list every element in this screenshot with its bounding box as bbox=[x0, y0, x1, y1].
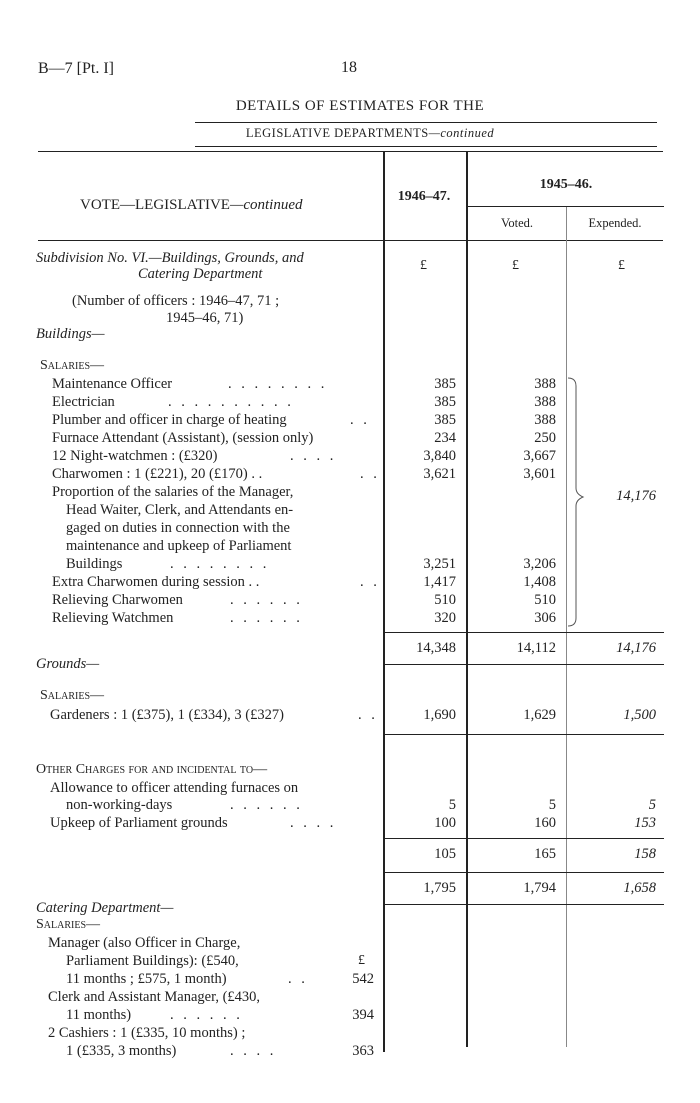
column-1945-46: 1945–46. bbox=[539, 177, 593, 192]
value-1946: 100 bbox=[434, 815, 456, 831]
page-subtitle bbox=[160, 126, 580, 141]
catering-heading: Catering Department— bbox=[36, 900, 174, 916]
vote-heading bbox=[80, 197, 302, 214]
value-1946: 5 bbox=[448, 797, 456, 813]
table-top-rule bbox=[38, 151, 663, 152]
row-label: 12 Night-watchmen : (£320) bbox=[52, 448, 218, 464]
officers-line-2: 1945–46, 71) bbox=[166, 310, 244, 326]
catering-value: 363 bbox=[352, 1043, 374, 1059]
value-expended: 1,500 bbox=[623, 707, 656, 723]
vote-heading-main: VOTE—LEGISLATIVE bbox=[80, 197, 230, 213]
row-dots: . . . . bbox=[230, 1043, 277, 1059]
allowance-line-1: Allowance to officer attending furnaces on bbox=[50, 780, 299, 796]
catering-value: 542 bbox=[352, 971, 374, 987]
proportion-line-2: Head Waiter, Clerk, and Attendants en- bbox=[66, 502, 294, 518]
value-voted: 1,408 bbox=[523, 574, 556, 590]
subtitle-continued: —continued bbox=[428, 126, 495, 140]
value-voted: 388 bbox=[534, 376, 556, 392]
row-dots: . . . . . . bbox=[230, 592, 303, 608]
other-total-rule-top bbox=[384, 838, 664, 839]
currency-1946: £ bbox=[420, 258, 427, 273]
value-1946: 234 bbox=[434, 430, 456, 446]
row-dots: . . . . . . . . . . bbox=[168, 394, 294, 410]
value-voted: 5 bbox=[548, 797, 556, 813]
header-rule-top bbox=[195, 122, 657, 123]
row-label: Extra Charwomen during session . . bbox=[52, 574, 260, 590]
value-voted: 3,206 bbox=[523, 556, 556, 572]
officers-line-1: (Number of officers : 1946–47, 71 ; bbox=[72, 293, 280, 309]
value-voted: 306 bbox=[534, 610, 556, 626]
value-voted: 510 bbox=[534, 592, 556, 608]
row-label: Furnace Attendant (Assistant), (session only) bbox=[52, 430, 314, 446]
row-label: Upkeep of Parliament grounds bbox=[50, 815, 228, 831]
row-label: Buildings bbox=[66, 556, 123, 572]
clerk-line-1: Clerk and Assistant Manager, (£430, bbox=[48, 989, 261, 1005]
row-dots: . . . . . . bbox=[170, 1007, 243, 1023]
value-1946: 3,621 bbox=[423, 466, 456, 482]
row-label: 11 months ; £575, 1 month) bbox=[66, 971, 227, 987]
value-voted: 250 bbox=[534, 430, 556, 446]
row-dots: . . . . . . . . bbox=[170, 556, 270, 572]
buildings-salaries-heading: Salaries— bbox=[40, 358, 105, 373]
value-voted: 388 bbox=[534, 394, 556, 410]
value-expended: 14,176 bbox=[616, 640, 656, 656]
value-1946: 14,348 bbox=[416, 640, 456, 656]
proportion-line-3: gaged on duties in connection with the bbox=[66, 520, 290, 536]
buildings-heading: Buildings— bbox=[36, 326, 105, 342]
row-dots: . . bbox=[288, 971, 308, 987]
value-expended: 1,658 bbox=[623, 880, 656, 896]
grand-total-rule-top bbox=[384, 872, 664, 873]
value-voted: 14,112 bbox=[516, 640, 556, 656]
value-1946: 1,795 bbox=[423, 880, 456, 896]
row-dots: . . . . . . bbox=[230, 797, 303, 813]
value-1946: 1,417 bbox=[423, 574, 456, 590]
row-dots: . . . . . . . . bbox=[228, 376, 328, 392]
subdivision-line-2: Catering Department bbox=[138, 266, 263, 282]
value-expended: 153 bbox=[634, 815, 656, 831]
value-1946: 3,251 bbox=[423, 556, 456, 572]
subtotal-rule-top bbox=[384, 632, 664, 633]
page-title: DETAILS OF ESTIMATES FOR THE bbox=[235, 98, 485, 114]
grounds-heading: Grounds— bbox=[36, 656, 100, 672]
row-dots: . . bbox=[360, 466, 380, 482]
value-expended: 5 bbox=[648, 797, 656, 813]
row-label: Relieving Watchmen bbox=[52, 610, 174, 626]
value-1946: 385 bbox=[434, 394, 456, 410]
column-expended: Expended. bbox=[588, 216, 642, 230]
row-dots: . . . . bbox=[290, 448, 337, 464]
page-number: 18 bbox=[341, 59, 357, 76]
row-label: 11 months) bbox=[66, 1007, 132, 1023]
grand-total-rule-bottom bbox=[384, 904, 664, 905]
catering-value: 394 bbox=[352, 1007, 374, 1023]
value-expended: 158 bbox=[634, 846, 656, 862]
header-rule-bottom bbox=[195, 146, 657, 147]
value-voted: 3,667 bbox=[523, 448, 556, 464]
row-dots: . . bbox=[358, 707, 378, 723]
page-reference: B—7 [Pt. I] bbox=[38, 60, 114, 77]
value-voted: 388 bbox=[534, 412, 556, 428]
manager-line-2: Parliament Buildings): (£540, bbox=[66, 953, 239, 969]
currency-expended: £ bbox=[618, 258, 625, 273]
row-label: Maintenance Officer bbox=[52, 376, 173, 392]
value-voted: 165 bbox=[534, 846, 556, 862]
value-voted: 1,794 bbox=[523, 880, 556, 896]
other-charges-heading: Other Charges for and incidental to— bbox=[36, 762, 268, 777]
value-voted: 160 bbox=[534, 815, 556, 831]
heading-bottom-rule bbox=[38, 240, 663, 241]
value-1946: 385 bbox=[434, 376, 456, 392]
subtitle-main: LEGISLATIVE DEPARTMENTS bbox=[245, 126, 429, 140]
catering-salaries-heading: Salaries— bbox=[36, 917, 101, 932]
row-dots: . . . . bbox=[290, 815, 337, 831]
row-label: Charwomen : 1 (£221), 20 (£170) . . bbox=[52, 466, 263, 482]
value-1946: 3,840 bbox=[423, 448, 456, 464]
value-1946: 1,690 bbox=[423, 707, 456, 723]
row-dots: . . bbox=[350, 412, 370, 428]
row-label: non-working-days bbox=[66, 797, 173, 813]
cashier-line-1: 2 Cashiers : 1 (£335, 10 months) ; bbox=[48, 1025, 246, 1041]
buildings-expended-total: 14,176 bbox=[616, 488, 656, 504]
grounds-salaries-heading: Salaries— bbox=[40, 688, 105, 703]
catering-currency: £ bbox=[358, 953, 365, 968]
row-label: 1 (£335, 3 months) bbox=[66, 1043, 177, 1059]
column-1946-47: 1946–47. bbox=[397, 189, 451, 204]
proportion-line-1: Proportion of the salaries of the Manager, bbox=[52, 484, 294, 500]
grounds-rule bbox=[384, 734, 664, 735]
row-label: Relieving Charwomen bbox=[52, 592, 183, 608]
currency-voted: £ bbox=[512, 258, 519, 273]
subdivision-line-1: Subdivision No. VI.—Buildings, Grounds, and bbox=[36, 250, 304, 266]
subtotal-rule-bottom bbox=[384, 664, 664, 665]
row-label: Gardeners : 1 (£375), 1 (£334), 3 (£327) bbox=[50, 707, 284, 723]
value-1946: 320 bbox=[434, 610, 456, 626]
value-voted: 3,601 bbox=[523, 466, 556, 482]
row-label: Electrician bbox=[52, 394, 115, 410]
value-voted: 1,629 bbox=[523, 707, 556, 723]
row-dots: . . bbox=[360, 574, 380, 590]
value-1946: 385 bbox=[434, 412, 456, 428]
row-dots: . . . . . . bbox=[230, 610, 303, 626]
manager-line-1: Manager (also Officer in Charge, bbox=[48, 935, 241, 951]
proportion-line-4: maintenance and upkeep of Parliament bbox=[66, 538, 292, 554]
value-1946: 105 bbox=[434, 846, 456, 862]
row-label: Plumber and officer in charge of heating bbox=[52, 412, 287, 428]
vote-heading-continued: —continued bbox=[229, 197, 303, 213]
column-voted: Voted. bbox=[500, 216, 534, 230]
value-1946: 510 bbox=[434, 592, 456, 608]
